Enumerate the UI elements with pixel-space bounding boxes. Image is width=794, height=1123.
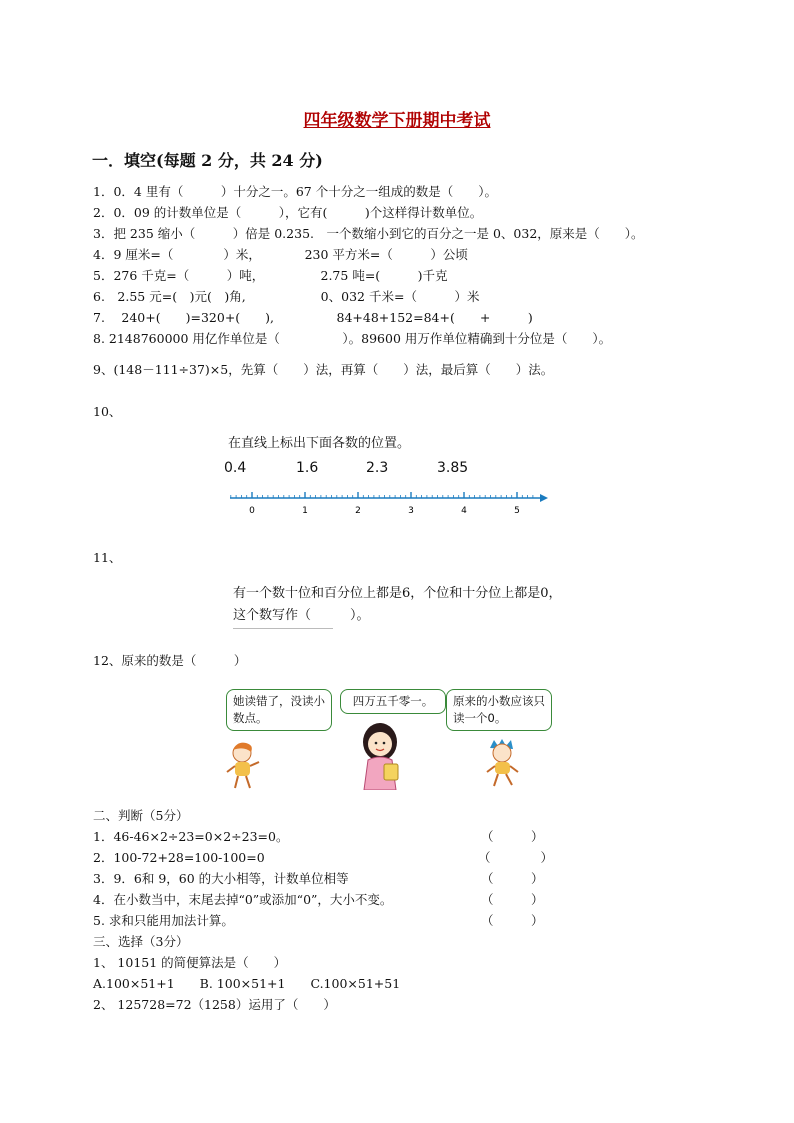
page-title: 四年级数学下册期中考试 [303,111,491,131]
speech-bubble-middle [340,689,446,714]
section1-heading: 一．填空(每题 2 分，共 24 分) [92,151,323,170]
q10-label: 10、 [93,404,122,419]
judge-item-5: 5. 求和只能用加法计算。 [93,913,234,928]
fill-line-6: 6. 2.55 元=( )元( )角, 0、032 千米=（ ）米 [93,289,480,304]
bubble-left-text: 她读错了，没读小数点。 [233,694,325,725]
judge-paren-3: （ ） [481,871,544,886]
judge-paren-2: （ ） [478,850,554,865]
fill-line-9: 9、(148－111÷37)×5，先算（ ）法，再算（ ）法，最后算（ ）法。 [93,362,554,377]
judge-paren-1: （ ） [481,829,544,844]
axis-tick-1: 1 [302,506,308,516]
cartoon-girl-middle-icon [350,722,410,790]
cartoon-kid-right-icon [482,738,522,790]
choice-q2: 2、 125728=72（1258）运用了（ ） [93,997,336,1012]
judge-paren-5: （ ） [481,913,544,928]
q11-line2: 这个数写作（ ）。 [233,608,370,623]
section3-heading: 三、选择（3分） [93,934,189,949]
judge-paren-4: （ ） [481,892,544,907]
axis-tick-4: 4 [461,506,467,516]
judge-item-2: 2．100-72+28=100-100=0 [93,850,265,865]
fill-line-8: 8. 2148760000 用亿作单位是（ ）。89600 用万作单位精确到十分位是（ ）。 [93,331,612,346]
fill-line-4: 4．9 厘米=（ ）米， 230 平方米=（ ）公顷 [93,247,468,262]
choice-q1: 1、 10151 的简便算法是（ ） [93,955,287,970]
fill-line-1: 1．0．4 里有（ ）十分之一。67 个十分之一组成的数是（ ）。 [93,184,497,199]
q11-label: 11、 [93,550,122,565]
q10-number-1: 0.4 [224,460,247,476]
speech-bubble-left [226,689,332,731]
fill-line-7: 7. 240+( )=320+( ), 84+48+152=84+( + ) [93,310,533,325]
section2-heading: 二、判断（5分） [93,808,189,823]
axis-tick-2: 2 [355,506,361,516]
cartoon-boy-left-icon [224,740,264,792]
judge-item-3: 3．9．6和 9，60 的大小相等，计数单位相等 [93,871,349,886]
judge-item-4: 4．在小数当中，末尾去掉“0”或添加“0”，大小不变。 [93,892,393,907]
q10-number-3: 2.3 [366,460,389,476]
number-line [228,488,550,524]
q11-line1: 有一个数十位和百分位上都是6，个位和十分位上都是0， [233,586,562,601]
choice-q1-options: A.100×51+1 B. 100×51+1 C.100×51+51 [93,976,401,991]
axis-tick-5: 5 [514,506,520,516]
fill-line-3: 3．把 235 缩小（ ）倍是 0.235. 一个数缩小到它的百分之一是 0、032，原来是（ ）。 [93,226,644,241]
judge-item-1: 1．46-46×2÷23=0×2÷23=0。 [93,829,289,844]
bubble-right-text: 原来的小数应该只读一个0。 [453,694,545,725]
q11-divider [233,628,333,629]
fill-line-5: 5．276 千克=（ ）吨， 2.75 吨=( )千克 [93,268,448,283]
axis-tick-0: 0 [249,506,255,516]
q12-label: 12、原来的数是（ ） [93,653,247,668]
q10-number-4: 3.85 [437,460,469,476]
q10-number-2: 1.6 [296,460,319,476]
axis-tick-3: 3 [408,506,414,516]
speech-bubble-right [446,689,552,731]
q10-instruction: 在直线上标出下面各数的位置。 [228,436,411,451]
fill-line-2: 2．0．09 的计数单位是（ ），它有( )个这样得计数单位。 [93,205,483,220]
bubble-mid-text: 四万五千零一。 [352,694,434,708]
